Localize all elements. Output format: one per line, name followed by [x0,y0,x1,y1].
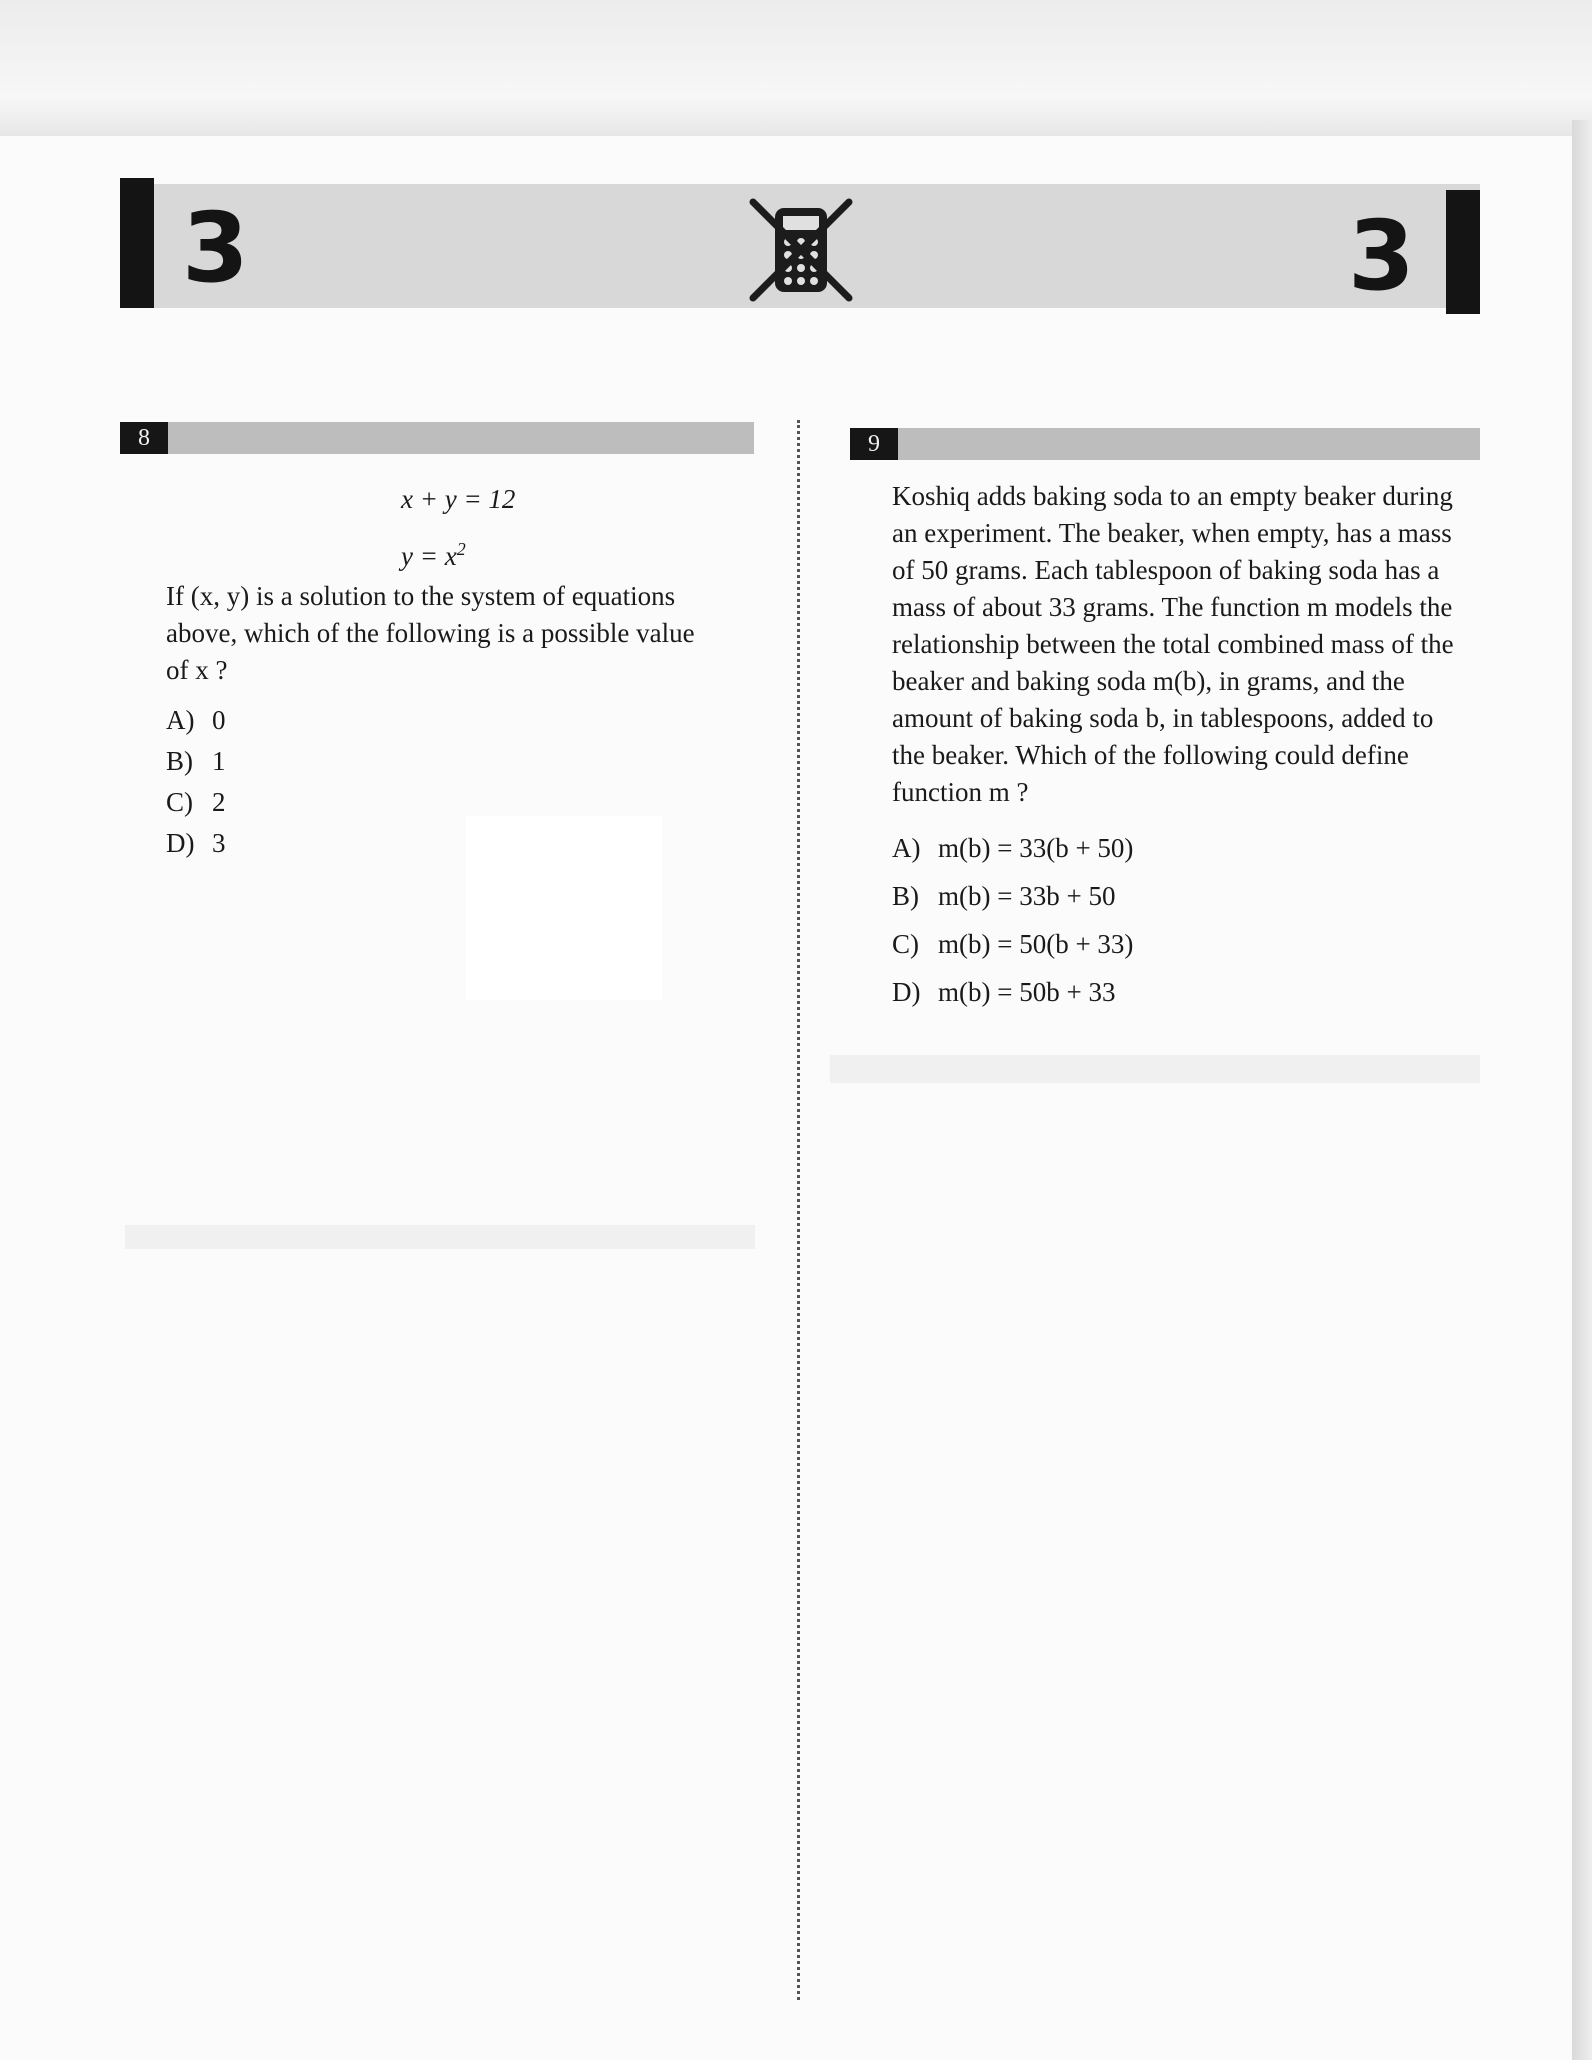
question-9-header [850,428,1480,460]
choice-letter: C) [166,787,193,817]
stem-line: function m ? [892,777,1029,807]
question-9-stem [892,478,1482,811]
answer-choice[interactable] [166,823,226,864]
answer-choice[interactable] [892,872,1133,920]
choice-text: m(b) = 33b + 50 [938,881,1116,911]
stem-line: If (x, y) is a solution to the system of equations [166,581,676,611]
answer-choice[interactable] [892,920,1133,968]
choice-letter: A) [166,705,195,735]
no-calculator-icon [745,194,857,306]
section-marker-right [1446,190,1480,314]
question-9-choices [892,824,1133,1016]
answer-choice[interactable] [166,782,226,823]
equation-2-exponent: 2 [456,539,466,559]
equation-2 [401,532,466,573]
choice-text: 0 [212,705,226,735]
choice-text: m(b) = 50(b + 33) [938,929,1134,959]
page-edge [1572,120,1592,2060]
choice-text: 2 [212,787,226,817]
question-8-header [120,422,754,454]
choice-letter: B) [892,881,919,911]
answer-choice[interactable] [892,968,1133,1016]
answer-choice[interactable] [166,741,226,782]
choice-letter: D) [166,828,195,858]
answer-choice[interactable] [892,824,1133,872]
stem-line: of 50 grams. Each tablespoon of baking soda has a [892,555,1440,585]
choice-text: m(b) = 33(b + 50) [938,833,1134,863]
stem-line: mass of about 33 grams. The function m models the [892,592,1453,622]
choice-text: 3 [212,828,226,858]
stem-line: the beaker. Which of the following could define [892,740,1409,770]
stem-line: amount of baking soda b, in tablespoons, added to [892,703,1434,733]
choice-letter: B) [166,746,193,776]
equation-2-base: y = x [401,541,457,571]
scan-top-strip [0,0,1592,138]
answer-choice[interactable] [166,700,226,741]
bleed-through-mark [125,1225,755,1249]
section-number-right: 3 [1348,200,1415,312]
redaction-box [466,816,662,1000]
stem-line: beaker and baking soda m(b), in grams, and the [892,666,1405,696]
section-marker-left [120,178,154,308]
column-divider [797,420,800,2000]
stem-line: Koshiq adds baking soda to an empty beaker during [892,481,1453,511]
question-9-number: 9 [850,428,898,460]
choice-letter: D) [892,977,921,1007]
choice-letter: A) [892,833,921,863]
equation-1: x + y = 12 [401,484,516,514]
question-8-stem [166,578,756,689]
choice-text: m(b) = 50b + 33 [938,977,1116,1007]
stem-line: of x ? [166,655,228,685]
stem-line: an experiment. The beaker, when empty, has a mass [892,518,1452,548]
stem-line: above, which of the following is a possible value [166,618,695,648]
bleed-through-mark [830,1055,1480,1083]
question-8-number: 8 [120,422,168,454]
question-8-choices [166,700,226,864]
section-number-left: 3 [182,192,249,304]
choice-text: 1 [212,746,226,776]
stem-line: relationship between the total combined mass of the [892,629,1454,659]
choice-letter: C) [892,929,919,959]
